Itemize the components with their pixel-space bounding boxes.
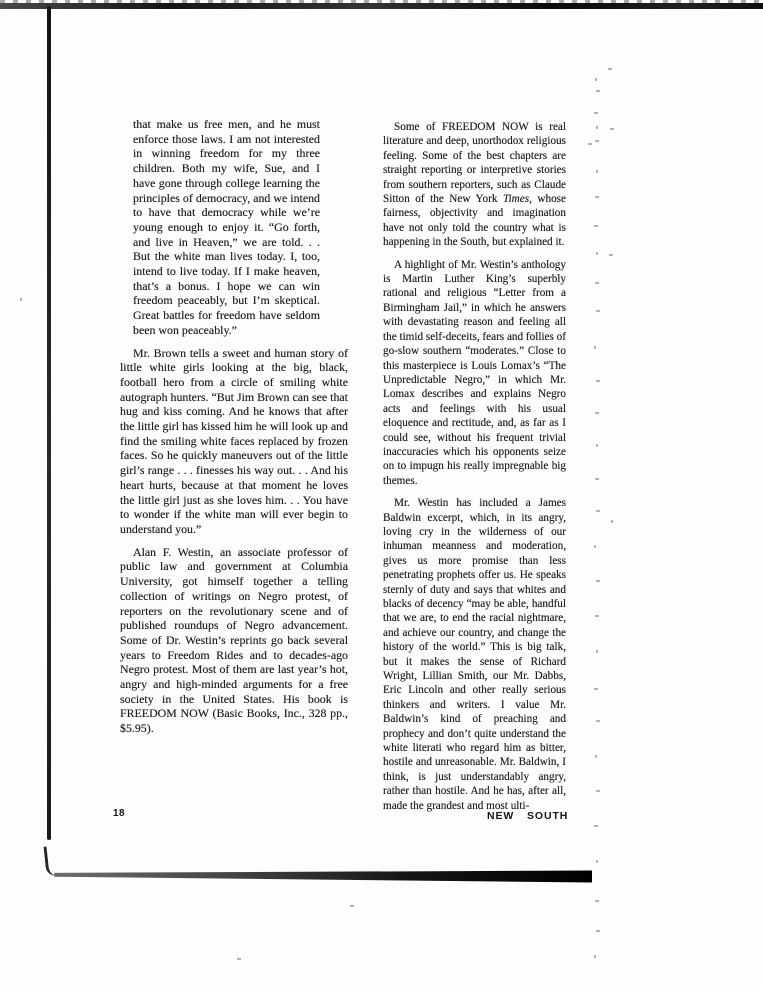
paragraph-brown: Mr. Brown tells a sweet and human story of little white girls looking at the big, black, football hero from a circle of smiling white autograph hunters. “But Jim Brown can see that hug and kiss coming. And he knows that after the little girl has kissed him he will look up and find the smiling white faces replaced by frozen faces. So he quickly maneuvers out of the little girl’s range . . . finesses his way out. . . And his heart hurts, because at that moment he loves the little girl just as she loves him. . . You have to wonder if the white man will ever begin to understand you.” xyxy=(120,345,348,536)
scan-noise-mark xyxy=(596,860,598,863)
page-number: 18 xyxy=(113,808,126,819)
scan-noise-mark xyxy=(596,510,600,512)
scan-noise-mark xyxy=(596,126,598,129)
scan-noise-mark xyxy=(608,68,612,70)
scan-noise-mark xyxy=(596,170,598,173)
scan-noise-mark xyxy=(594,955,596,958)
scan-noise-mark xyxy=(595,412,599,414)
scan-noise-mark xyxy=(20,298,22,301)
scan-noise-mark xyxy=(595,196,599,198)
scan-noise-mark xyxy=(594,225,598,227)
scan-noise-mark xyxy=(596,580,600,582)
scan-noise-mark xyxy=(595,755,597,758)
scan-noise-mark xyxy=(596,380,600,382)
paragraph-westin-bio: Alan F. Westin, an associate professor of public law and government at Columbia University, got himself together a telling collection of writings on Negro protest, of reporters on the revolutionary scene and of published roundups of Negro advancement. Some of Dr. Westin’s reprints go back several years to Freedom Rides and to decades-ago Negro protest. Most of them are last year’s hot, angry and high-minded arguments for a free society in the United States. His book is FREEDOM NOW (Basic Books, Inc., 328 pp., $5.95). xyxy=(120,544,348,736)
scan-noise-mark xyxy=(595,900,599,902)
paragraph-baldwin: Mr. Westin has included a James Baldwin excerpt, which, in its angry, loving cry in the wilderness of our inhuman meanness and moderation, gives us more promise than less penetrating prophets offer us. He speaks sternly of duty and says that whites and blacks of decency “may be able, handful that we are, to end the racial nightmare, and achieve our country, and change the history of the world.” This is big talk, but it makes the sense of Richard Wright, Lillian Smith, our Mr. Dabbs, Eric Lincoln and other really serious thinkers and writers. I value Mr. Baldwin’s kind of preaching and prophecy and don’t quite understand the white literati who regard him as bitter, hostile and unreasonable. Mr. Baldwin, I think, is just understandably angry, rather than hostile. And he has, after all, made the grandest and most ulti- xyxy=(383,497,566,812)
scan-noise-mark xyxy=(611,520,613,523)
quote-paragraph: that make us free men, and he must enforce those laws. I am not interested in winning freedom for my three children. Both my wife, Sue, and I have gone through college learning the principles of democracy, and we intend to have that democracy while we’re young enough to enjoy it. “Go forth, and live in Heaven,” we are told. . . But the white man lives today. I, too, intend to live today. If I make heaven, that’s a bonus. I hope we can win freedom peaceably, but I’m skeptical. Great battles for freedom have seldom been won peaceably.” xyxy=(133,117,320,337)
scan-noise-mark xyxy=(594,112,598,114)
scan-edge-top-line xyxy=(0,3,763,9)
scan-noise-mark xyxy=(594,825,598,827)
scan-noise-mark xyxy=(596,444,598,447)
paragraph-freedom-now xyxy=(383,120,566,250)
scan-noise-mark xyxy=(237,958,241,960)
scan-noise-mark xyxy=(610,128,614,130)
scan-noise-mark xyxy=(595,282,599,284)
scan-noise-mark xyxy=(594,545,596,548)
left-column xyxy=(120,117,348,736)
right-column xyxy=(383,120,566,813)
scan-noise-mark xyxy=(596,310,600,312)
scan-noise-mark xyxy=(594,346,596,349)
scan-noise-mark xyxy=(596,252,598,255)
scan-noise-mark xyxy=(609,254,613,256)
publication-name: NEW SOUTH xyxy=(487,810,569,822)
paragraph-highlight: A highlight of Mr. Westin’s anthology is Martin Luther King’s superbly rational and religious “Letter from a Birmingham Jail,” in which he answers with devastating reason and feeling all the timid self-deceits, fears and follies of go-slow southern “moderates.” Close to this masterpiece is Louis Lomax’s “The Unpredictable Negro,” in which Mr. Lomax describes and explains Negro acts and feelings with his usual eloquence and rectitude, and, as far as I could see, without his frequent trivial inaccuracies which his opponents seize on to impugn his really impregnable big themes. xyxy=(383,258,566,487)
scan-noise-mark xyxy=(350,905,354,907)
scan-edge-bottom-line xyxy=(54,870,592,883)
scan-noise-mark xyxy=(596,90,600,92)
scan-noise-mark xyxy=(595,78,597,81)
scan-edge-hook-mark xyxy=(43,845,59,876)
scan-noise-mark xyxy=(588,143,592,145)
scan-noise-mark xyxy=(595,140,599,142)
scan-noise-mark xyxy=(596,650,598,653)
scan-noise-mark xyxy=(596,720,600,722)
scan-edge-left-line xyxy=(47,6,51,840)
scan-noise-mark xyxy=(596,930,600,932)
paragraph-text: Some of FREEDOM NOW is real literature and deep, unorthodox religious feeling. Some of the best chapters are straight reporting or interpretive stories from southern reporters, such as Claude Sitton of the New York xyxy=(383,121,566,206)
scan-noise-mark xyxy=(594,688,598,690)
scan-noise-mark xyxy=(596,790,600,792)
scan-noise-mark xyxy=(595,615,599,617)
scan-noise-mark xyxy=(595,478,599,480)
paragraph-text: whose fairness, objectivity and imagination have not only told the country what is happening in the South, but explained it. xyxy=(383,193,566,249)
italic-publication-title: Times, xyxy=(502,193,532,206)
